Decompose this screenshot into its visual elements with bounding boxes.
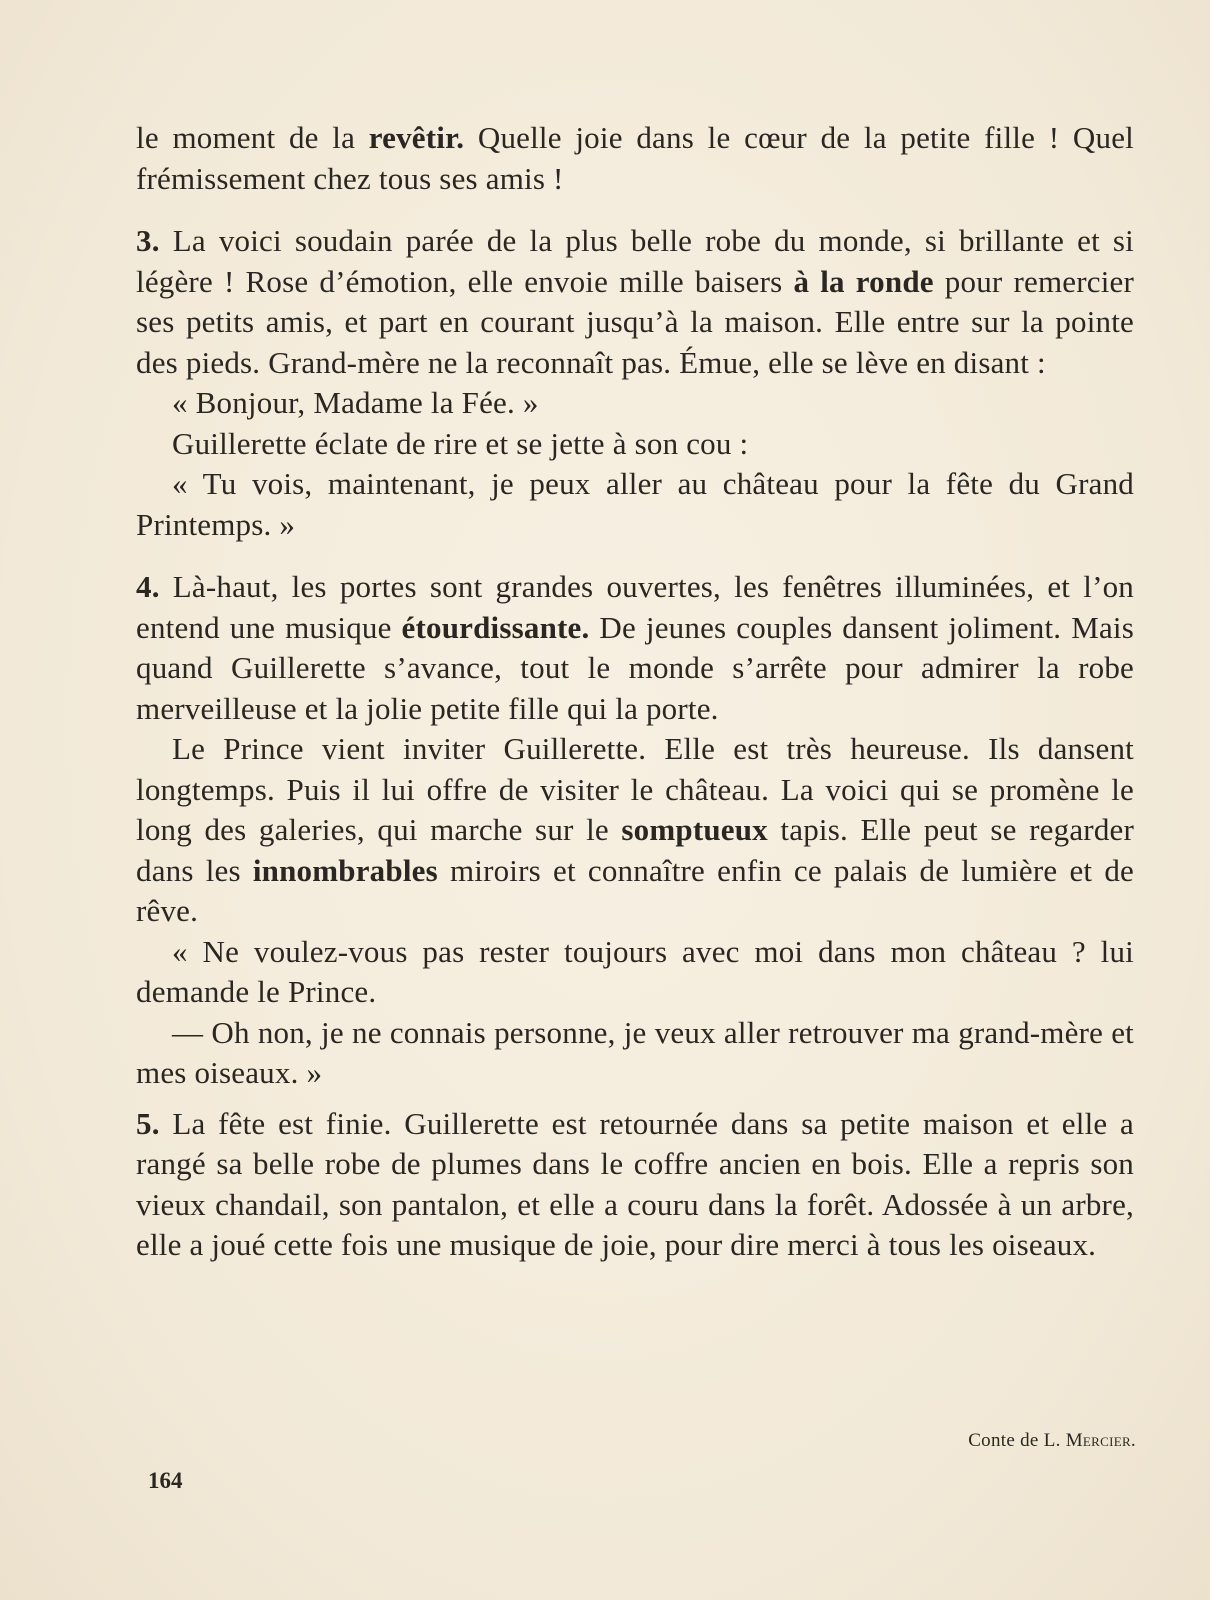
bold-word: à la ronde [793,263,934,299]
text-run: Le Prince vient inviter Guillerette. Elle est très heureuse. Ils dansent longtemps. Puis il lui offre de visiter le château. La voici qui se promène le long des galeries, qui marche sur le [136,731,1134,847]
dialogue-line: « Ne voulez-vous pas rester toujours avec moi dans mon château ? lui demande le Prince. [136,933,1134,1009]
credit-prefix: Conte de L. [968,1430,1066,1451]
text-run: La voici soudain parée de la plus belle robe du monde, si brillante et si légère ! Rose d’émotion, elle envoie mille baisers [136,223,1134,299]
dialogue-line: « Tu vois, maintenant, je peux aller au château pour la fête du Grand Printemps. » [136,466,1134,542]
author-credit [968,1430,1136,1452]
paragraph-number: 5. [136,1105,160,1141]
text-run: le moment de la [136,120,369,155]
text-run: tapis. Elle peut se regarder dans les [136,812,1135,888]
page-number: 164 [148,1468,183,1493]
paragraph-5 [136,1104,1134,1266]
bold-word: étourdissante. [401,609,590,645]
story-text [136,118,1134,1266]
narration-line: Guillerette éclate de rire et se jette à son cou : [172,425,749,461]
bold-word: revêtir. [368,120,465,155]
paragraph-number: 4. [136,569,160,604]
text-run: De jeunes couples dansent joliment. Mais quand Guillerette s’avance, tout le monde s’arrête pour admirer la robe merveilleuse et la jolie petite fille qui la porte. [136,609,1134,726]
text-run: La fête est finie. Guillerette est retournée dans sa petite maison et elle a rangé sa belle robe de plumes dans le coffre ancien en bois. Elle a repris son vieux chandail, son pantalon, et elle a couru dans la forêt. Adossée à un arbre, elle a joué cette fois une musique de joie, pour dire merci à tous les oiseaux. [136,1105,1134,1262]
dialogue-line: — Oh non, je ne connais personne, je veux aller retrouver ma grand-mère et mes oiseaux. » [136,1014,1134,1090]
text-run: Là-haut, les portes sont grandes ouvertes, les fenêtres illuminées, et l’on entend une musique [136,569,1134,645]
paragraph-3 [136,221,1134,383]
paragraph-4 [136,567,1134,729]
text-run: miroirs et connaître enfin ce palais de lumière et de rêve. [136,852,1134,928]
dialogue-line: « Bonjour, Madame la Fée. » [172,385,539,420]
bold-word: somptueux [621,812,768,847]
bold-word: innombrables [252,852,438,888]
text-run: Quelle joie dans le cœur de la petite fille ! Quel frémissement chez tous ses amis ! [136,120,1134,196]
paragraph-number: 3. [136,223,160,258]
paragraph-intro [136,118,1134,199]
text-run: pour remercier ses petits amis, et part en courant jusqu’à la maison. Elle entre sur la pointe des pieds. Grand-mère ne la reconnaît pas. Émue, elle se lève en disant : [136,263,1135,380]
credit-author: Mercier. [1065,1430,1136,1451]
paragraph-4-continued [136,729,1134,932]
